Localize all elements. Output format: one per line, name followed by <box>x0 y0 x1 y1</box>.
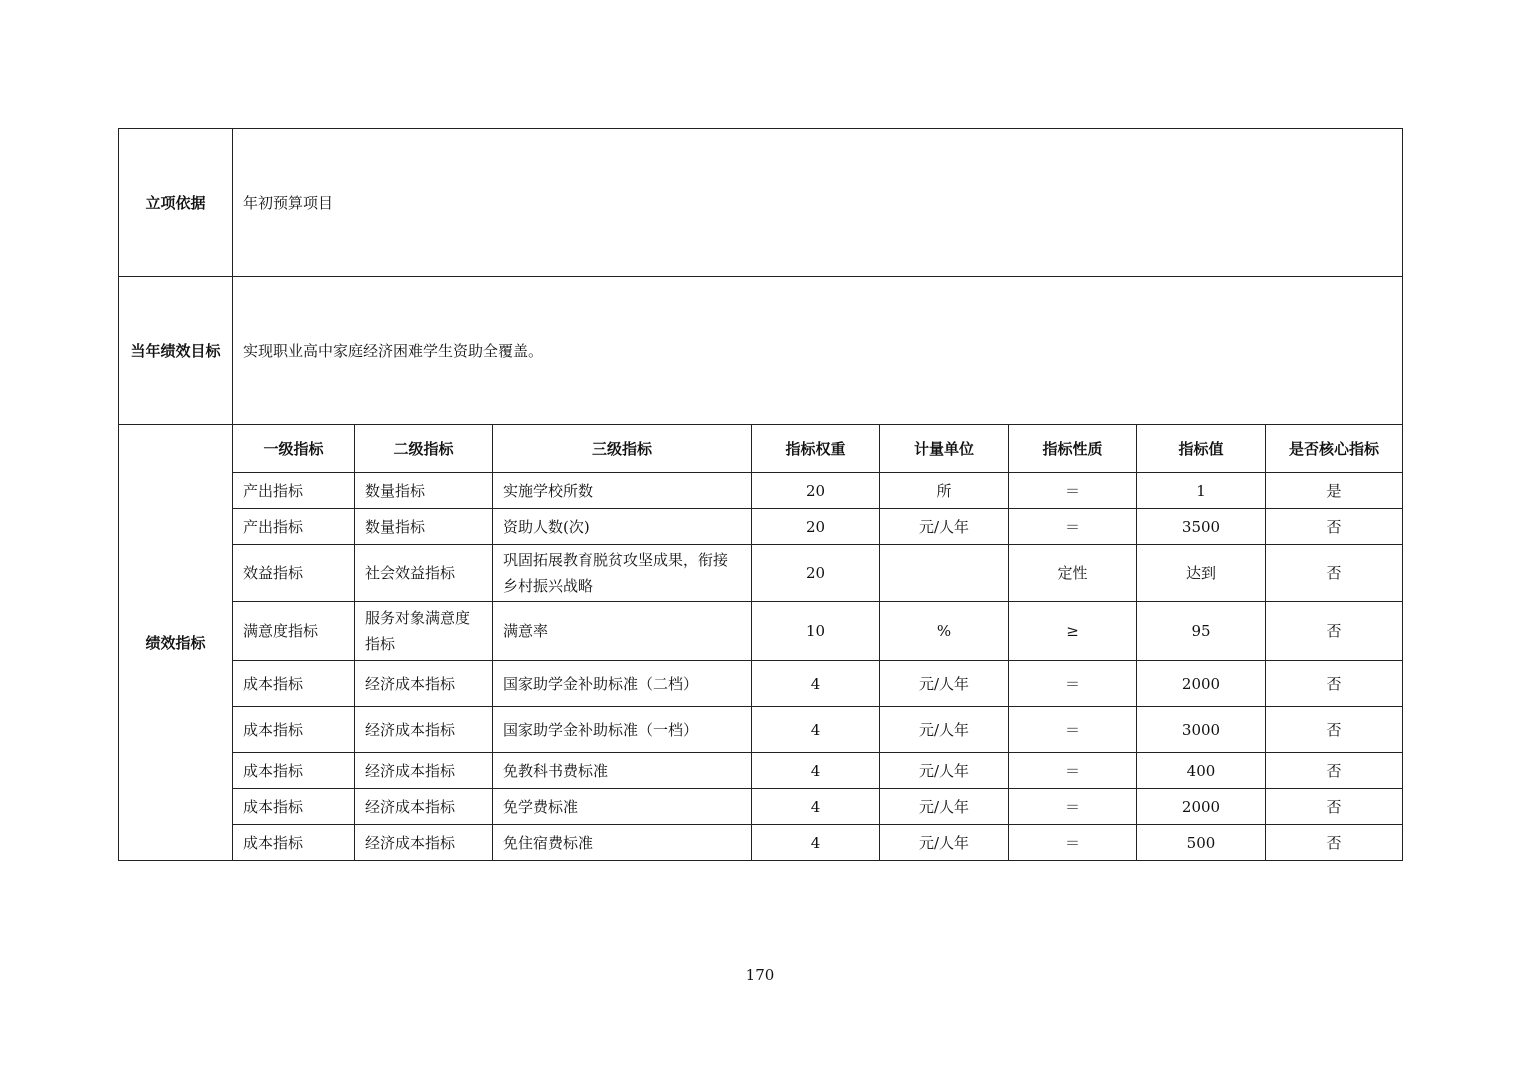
table-row <box>119 825 1403 861</box>
project-basis-label: 立项依据 <box>119 129 233 277</box>
cell-level3: 免教科书费标准 <box>493 753 752 789</box>
cell-level3: 资助人数(次) <box>493 509 752 545</box>
project-basis-value: 年初预算项目 <box>233 129 1403 277</box>
cell-level2: 经济成本指标 <box>355 789 493 825</box>
cell-level1: 成本指标 <box>233 789 355 825</box>
cell-level3: 满意率 <box>493 602 752 661</box>
cell-weight: 4 <box>752 707 880 753</box>
cell-value: 400 <box>1137 753 1266 789</box>
header-level2: 二级指标 <box>355 425 493 473</box>
cell-level2: 经济成本指标 <box>355 753 493 789</box>
table-row <box>119 661 1403 707</box>
cell-unit: 元/人年 <box>880 789 1009 825</box>
cell-level2: 经济成本指标 <box>355 707 493 753</box>
cell-value: 3500 <box>1137 509 1266 545</box>
cell-core: 否 <box>1266 661 1403 707</box>
cell-nature: ≥ <box>1009 602 1137 661</box>
cell-core: 否 <box>1266 545 1403 602</box>
cell-level1: 产出指标 <box>233 473 355 509</box>
cell-value: 达到 <box>1137 545 1266 602</box>
indicator-header-row <box>119 425 1403 473</box>
table-row <box>119 602 1403 661</box>
cell-level1: 成本指标 <box>233 753 355 789</box>
cell-unit: 元/人年 <box>880 509 1009 545</box>
cell-level2: 数量指标 <box>355 509 493 545</box>
header-value: 指标值 <box>1137 425 1266 473</box>
cell-weight: 10 <box>752 602 880 661</box>
cell-value: 95 <box>1137 602 1266 661</box>
table-row <box>119 545 1403 602</box>
cell-nature: 定性 <box>1009 545 1137 602</box>
header-core: 是否核心指标 <box>1266 425 1403 473</box>
cell-level3: 免学费标准 <box>493 789 752 825</box>
table-row <box>119 509 1403 545</box>
performance-table <box>118 128 1403 861</box>
cell-level1: 效益指标 <box>233 545 355 602</box>
indicators-label: 绩效指标 <box>119 425 233 861</box>
cell-unit: 所 <box>880 473 1009 509</box>
cell-value: 3000 <box>1137 707 1266 753</box>
project-basis-row <box>119 129 1403 277</box>
cell-level3: 实施学校所数 <box>493 473 752 509</box>
cell-level1: 成本指标 <box>233 661 355 707</box>
cell-unit: 元/人年 <box>880 753 1009 789</box>
cell-nature: ＝ <box>1009 661 1137 707</box>
cell-value: 1 <box>1137 473 1266 509</box>
table-row <box>119 789 1403 825</box>
cell-weight: 20 <box>752 545 880 602</box>
header-unit: 计量单位 <box>880 425 1009 473</box>
cell-level2: 服务对象满意度指标 <box>355 602 493 661</box>
cell-level2: 经济成本指标 <box>355 661 493 707</box>
table-row <box>119 753 1403 789</box>
cell-weight: 20 <box>752 473 880 509</box>
cell-level1: 成本指标 <box>233 707 355 753</box>
cell-nature: ＝ <box>1009 707 1137 753</box>
annual-goal-label: 当年绩效目标 <box>119 277 233 425</box>
cell-core: 否 <box>1266 789 1403 825</box>
header-weight: 指标权重 <box>752 425 880 473</box>
cell-level3: 国家助学金补助标准（二档） <box>493 661 752 707</box>
cell-level3: 免住宿费标准 <box>493 825 752 861</box>
cell-nature: ＝ <box>1009 509 1137 545</box>
cell-core: 否 <box>1266 602 1403 661</box>
cell-weight: 4 <box>752 661 880 707</box>
cell-unit <box>880 545 1009 602</box>
cell-level1: 满意度指标 <box>233 602 355 661</box>
cell-weight: 4 <box>752 753 880 789</box>
cell-core: 否 <box>1266 509 1403 545</box>
cell-level1: 成本指标 <box>233 825 355 861</box>
cell-nature: ＝ <box>1009 825 1137 861</box>
cell-weight: 4 <box>752 789 880 825</box>
header-level1: 一级指标 <box>233 425 355 473</box>
cell-core: 否 <box>1266 753 1403 789</box>
header-nature: 指标性质 <box>1009 425 1137 473</box>
cell-level2: 经济成本指标 <box>355 825 493 861</box>
cell-level2: 数量指标 <box>355 473 493 509</box>
cell-weight: 4 <box>752 825 880 861</box>
cell-unit: 元/人年 <box>880 825 1009 861</box>
annual-goal-row <box>119 277 1403 425</box>
header-level3: 三级指标 <box>493 425 752 473</box>
cell-unit: 元/人年 <box>880 661 1009 707</box>
cell-unit: 元/人年 <box>880 707 1009 753</box>
cell-nature: ＝ <box>1009 473 1137 509</box>
cell-unit: % <box>880 602 1009 661</box>
table-row <box>119 707 1403 753</box>
cell-nature: ＝ <box>1009 753 1137 789</box>
annual-goal-value: 实现职业高中家庭经济困难学生资助全覆盖。 <box>233 277 1403 425</box>
cell-value: 2000 <box>1137 789 1266 825</box>
cell-core: 否 <box>1266 707 1403 753</box>
cell-weight: 20 <box>752 509 880 545</box>
cell-core: 是 <box>1266 473 1403 509</box>
cell-level2: 社会效益指标 <box>355 545 493 602</box>
cell-value: 2000 <box>1137 661 1266 707</box>
cell-value: 500 <box>1137 825 1266 861</box>
cell-level1: 产出指标 <box>233 509 355 545</box>
cell-level3: 巩固拓展教育脱贫攻坚成果，衔接乡村振兴战略 <box>493 545 752 602</box>
page-number: 170 <box>745 966 775 984</box>
cell-core: 否 <box>1266 825 1403 861</box>
cell-level3: 国家助学金补助标准（一档） <box>493 707 752 753</box>
cell-nature: ＝ <box>1009 789 1137 825</box>
table-row <box>119 473 1403 509</box>
